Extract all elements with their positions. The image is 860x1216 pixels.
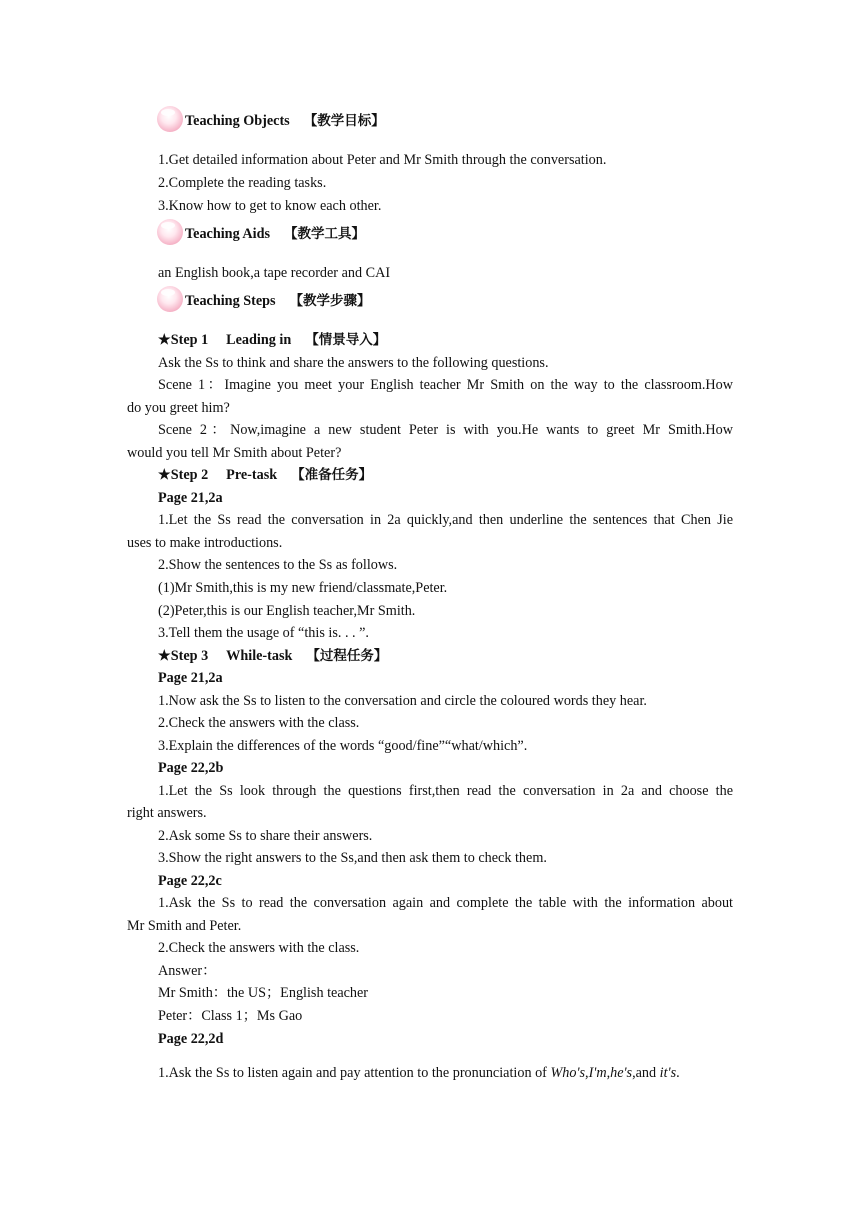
paragraph-line: [158, 1064, 680, 1082]
italic-word: it's: [659, 1065, 677, 1081]
paragraph-line: 1.Now ask the Ss to listen to the conversation and circle the coloured words they hear.: [158, 693, 647, 709]
paragraph-line: Mr Smith：the US；English teacher: [158, 985, 369, 1001]
text-span: ,and: [632, 1065, 660, 1081]
page-ref: Page 22,2c: [158, 873, 222, 889]
paragraph-line: uses to make introductions.: [127, 535, 283, 551]
paragraph-line: 3.Explain the differences of the words “good/fine”“what/which”.: [158, 738, 528, 754]
page-ref: Page 21,2a: [158, 670, 223, 686]
aids-text: an English book,a tape recorder and CAI: [158, 265, 391, 281]
section-heading-steps: [157, 286, 371, 310]
step-heading: [158, 647, 387, 665]
heading-en: Teaching Objects: [185, 113, 290, 129]
text-span: ,: [606, 1065, 611, 1081]
section-heading-aids: [157, 219, 365, 243]
step-name: Pre-task: [226, 467, 278, 483]
paragraph-line: (2)Peter,this is our English teacher,Mr Smith.: [158, 603, 416, 619]
paragraph-line: 3.Tell them the usage of “this is. . . ”.: [158, 625, 369, 641]
objective-item: 3.Know how to get to know each other.: [158, 198, 382, 214]
page-ref: Page 22,2d: [158, 1031, 224, 1047]
step-cn: 【准备任务】: [291, 467, 373, 483]
text-span: ,: [585, 1065, 589, 1081]
paragraph-line: Answer：: [158, 963, 217, 979]
text-span: .: [676, 1065, 680, 1081]
paragraph-line: 3.Show the right answers to the Ss,and then ask them to check them.: [158, 850, 547, 866]
italic-word: he's: [610, 1065, 633, 1081]
pink-bubble-icon: [157, 286, 183, 312]
paragraph-line: 1.Ask the Ss to read the conversation again and complete the table with the information about: [158, 895, 733, 911]
paragraph-line: Scene 1：Imagine you meet your English teacher Mr Smith on the way to the classroom.How: [158, 377, 733, 393]
heading-cn: 【教学步骤】: [289, 293, 371, 309]
heading-en: Teaching Aids: [185, 226, 271, 242]
paragraph-line: 1.Let the Ss read the conversation in 2a quickly,and then underline the sentences that Chen Jie: [158, 512, 733, 528]
pink-bubble-icon: [157, 219, 183, 245]
pink-bubble-icon: [157, 106, 183, 132]
step-name: While-task: [226, 648, 293, 664]
step-label: ★Step 1: [158, 332, 209, 348]
paragraph-line: 2.Ask some Ss to share their answers.: [158, 828, 373, 844]
step-cn: 【情景导入】: [305, 332, 387, 348]
page-ref: Page 21,2a: [158, 490, 223, 506]
step-cn: 【过程任务】: [306, 648, 388, 664]
step-label: ★Step 3: [158, 648, 209, 664]
paragraph-line: Mr Smith and Peter.: [127, 918, 242, 934]
paragraph-line: 2.Show the sentences to the Ss as follows.: [158, 557, 398, 573]
paragraph-line: Ask the Ss to think and share the answers to the following questions.: [158, 355, 549, 371]
step-name: Leading in: [226, 332, 292, 348]
paragraph-line: do you greet him?: [127, 400, 230, 416]
italic-word: I'm: [588, 1065, 607, 1081]
paragraph-line: (1)Mr Smith,this is my new friend/classmate,Peter.: [158, 580, 448, 596]
objective-item: 1.Get detailed information about Peter and Mr Smith through the conversation.: [158, 152, 607, 168]
heading-cn: 【教学工具】: [284, 226, 366, 242]
paragraph-line: would you tell Mr Smith about Peter?: [127, 445, 342, 461]
step-heading: [158, 331, 386, 349]
paragraph-line: Scene 2：Now,imagine a new student Peter is with you.He wants to greet Mr Smith.How: [158, 422, 733, 438]
page-ref: Page 22,2b: [158, 760, 224, 776]
italic-word: Who's: [550, 1065, 586, 1081]
heading-en: Teaching Steps: [185, 293, 276, 309]
paragraph-line: Peter：Class 1；Ms Gao: [158, 1008, 303, 1024]
step-heading: [158, 466, 372, 484]
objective-item: 2.Complete the reading tasks.: [158, 175, 327, 191]
paragraph-line: 2.Check the answers with the class.: [158, 940, 360, 956]
paragraph-line: 2.Check the answers with the class.: [158, 715, 360, 731]
step-label: ★Step 2: [158, 467, 209, 483]
section-heading-objects: [157, 106, 385, 130]
heading-cn: 【教学目标】: [303, 113, 385, 129]
text-span: 1.Ask the Ss to listen again and pay attention to the pronunciation of: [158, 1065, 551, 1081]
paragraph-line: right answers.: [127, 805, 207, 821]
paragraph-line: 1.Let the Ss look through the questions first,then read the conversation in 2a and choose the: [158, 783, 733, 799]
